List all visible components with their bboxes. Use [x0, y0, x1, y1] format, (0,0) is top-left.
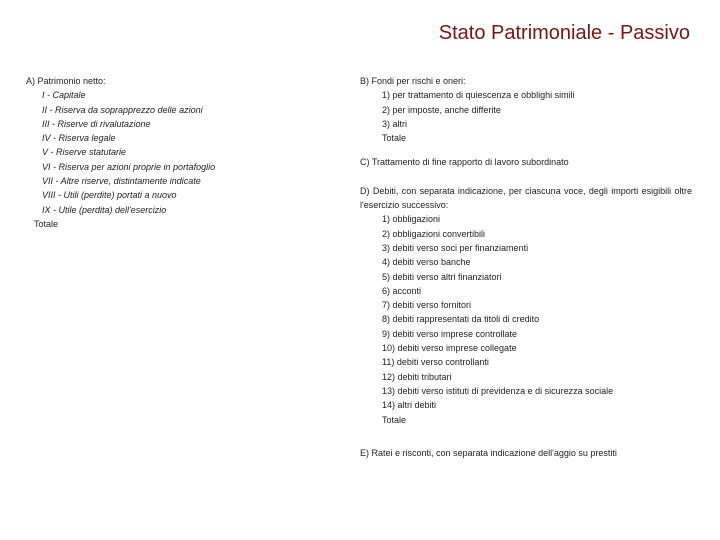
list-item: 11) debiti verso controllanti: [382, 357, 489, 368]
section-c-heading: C) Trattamento di fine rapporto di lavoro subordinato: [360, 157, 569, 168]
list-item: 2) obbligazioni convertibili: [382, 228, 486, 239]
patrimonio-netto-section: [26, 74, 326, 231]
section-e-heading: E) Ratei e risconti, con separata indicazione dell'aggio su prestiti: [360, 447, 617, 458]
list-item: II - Riserva da soprapprezzo delle azioni: [42, 104, 203, 115]
list-item: 12) debiti tributari: [382, 371, 452, 382]
list-item: III - Riserve di rivalutazione: [42, 118, 151, 129]
list-item: 13) debiti verso istituti di previdenza e di sicurezza sociale: [382, 385, 614, 396]
list-item: 2) per imposte, anche differite: [382, 104, 501, 115]
list-item: 1) per trattamento di quiescenza e obblighi simili: [382, 90, 575, 101]
list-item: 7) debiti verso fornitori: [382, 300, 472, 311]
passivo-right-column: [360, 74, 692, 460]
list-item: I - Capitale: [42, 90, 86, 101]
list-item: 10) debiti verso imprese collegate: [382, 343, 517, 354]
list-item: VIII - Utili (perdite) portati a nuovo: [42, 190, 177, 201]
list-item: 9) debiti verso imprese controllate: [382, 328, 518, 339]
list-item: 14) altri debiti: [382, 400, 437, 411]
list-item: VI - Riserva per azioni proprie in portafoglio: [42, 161, 216, 172]
list-item: 4) debiti verso banche: [382, 257, 471, 268]
section-a-heading: A) Patrimonio netto:: [26, 76, 106, 86]
list-item: 5) debiti verso altri finanziatori: [382, 271, 502, 282]
section-d-heading: D) Debiti, con separata indicazione, per ciascuna voce, degli importi esigibili oltre l'esercizio successivo:: [360, 185, 692, 211]
section-b-heading: B) Fondi per rischi e oneri:: [360, 76, 466, 86]
list-item: 3) debiti verso soci per finanziamenti: [382, 242, 529, 253]
section-b-totale: Totale: [382, 133, 407, 144]
page-title: Stato Patrimoniale - Passivo: [438, 22, 690, 44]
list-item: 3) altri: [382, 118, 408, 129]
list-item: IX - Utile (perdita) dell'esercizio: [42, 204, 167, 215]
list-item: V - Riserve statutarie: [42, 147, 127, 158]
section-d-totale: Totale: [382, 414, 407, 425]
list-item: 8) debiti rappresentati da titoli di credito: [382, 314, 540, 325]
list-item: IV - Riserva legale: [42, 133, 116, 144]
section-a-totale: Totale: [34, 218, 59, 229]
list-item: VII - Altre riserve, distintamente indicate: [42, 176, 201, 187]
list-item: 6) acconti: [382, 285, 422, 296]
list-item: 1) obbligazioni: [382, 214, 441, 225]
